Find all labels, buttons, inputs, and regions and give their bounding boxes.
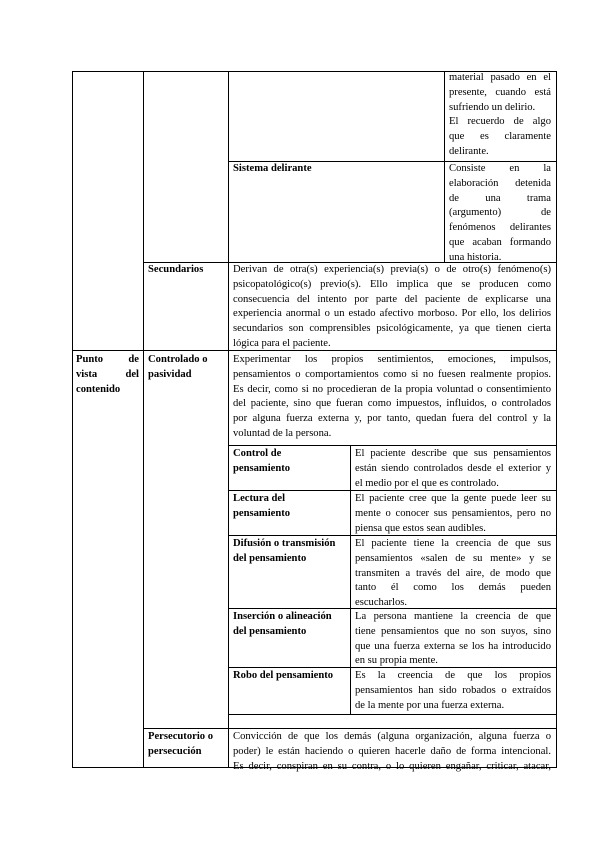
definition-line: Consiste en la [449, 163, 551, 174]
subtable-divider [350, 445, 351, 715]
punto-de-vista-label [76, 353, 139, 397]
definition-line: mente o conocer sus pensamientos, pero no [355, 507, 551, 519]
column-divider-3 [444, 71, 445, 262]
continuation-definition-cell [449, 71, 551, 160]
difusion-pensamiento-definition [355, 537, 551, 611]
column-divider-2 [228, 71, 229, 768]
table-right-border [556, 71, 557, 768]
term-line: Control de [233, 448, 282, 459]
definition-line: lógica para el paciente. [233, 337, 331, 349]
label-line: contenido [76, 383, 121, 395]
label-line: vista del [76, 368, 139, 380]
definition-line: que una fuerza externa se los ha introducido [355, 640, 551, 652]
definition-line: consecuencia del intento por parte del paciente de explicarse una [233, 293, 551, 305]
insercion-pensamiento-term [233, 610, 349, 640]
definition-line: Derivan de otra(s) experiencia(s) previa(s) o de otro(s) fenómeno(s) [233, 264, 551, 275]
row-divider-persecutorio [143, 728, 557, 729]
persecutorio-label [148, 730, 228, 760]
term-line: del pensamiento [233, 625, 307, 637]
definition-line: Es decir, como si no procedieran de la propia voluntad o consentimiento [233, 383, 551, 395]
lectura-pensamiento-definition [355, 492, 551, 536]
control-pensamiento-definition [355, 447, 551, 491]
definition-line: tiene pensamientos que no son suyos, sino [355, 625, 551, 637]
controlado-label [148, 353, 226, 383]
definition-line: experiencia anormal o un estado afectivo morboso. Por ello, los delirios [233, 308, 551, 320]
definition-line: El paciente tiene la creencia de que sus [355, 538, 551, 549]
table-left-border [72, 71, 73, 768]
subtable-bottom-border [228, 714, 556, 715]
label-line: Persecutorio o [148, 731, 214, 742]
definition-line: del paciente, sino que fueran como impuestos, influidos, o controlados [233, 398, 551, 410]
definition-line: por alguna fuerza externa y, por tanto, quedan fuera del control y la [233, 413, 551, 425]
definition-line: en su propia mente. [355, 655, 438, 667]
example-line: El recuerdo de algo [449, 116, 551, 128]
definition-line: Convicción de que los demás (alguna organización, alguna fuerza o [233, 731, 551, 742]
secundarios-definition [233, 263, 551, 352]
insercion-pensamiento-definition [355, 610, 551, 669]
definition-line: sufriendo un delirio. [449, 101, 536, 113]
lectura-pensamiento-term [233, 492, 347, 522]
definition-line: el medio por el que es controlado. [355, 477, 499, 489]
label-line: Controlado o [148, 354, 208, 365]
definition-line: transmiten a través del aire, de modo que [355, 567, 551, 579]
definition-line: elaboración detenida [449, 177, 551, 189]
subtable-top-border [228, 445, 556, 446]
sistema-delirante-term: Sistema delirante [233, 163, 312, 174]
example-line: delirante. [449, 145, 489, 157]
control-pensamiento-term [233, 447, 347, 477]
definition-line: están siendo controlados desde el exterior y [355, 462, 551, 474]
definition-line: presente, cuando está [449, 86, 551, 98]
definition-line: La persona mantiene la creencia de que [355, 611, 551, 622]
definition-line: Es decir, conspiran en su contra, o lo quieren engañar, criticar, atacar, [233, 760, 551, 772]
robo-pensamiento-definition [355, 669, 551, 713]
definition-line: El paciente describe que sus pensamientos [355, 448, 551, 459]
definition-line: Experimentar los propios sentimientos, emociones, impulsos, [233, 354, 551, 365]
term-line: pensamiento [233, 462, 291, 474]
definition-line: El paciente cree que la gente puede leer su [355, 493, 551, 504]
definition-line: psicopatológico(s) previo(s). Ello implica que se producen como [233, 278, 551, 290]
controlado-definition [233, 353, 551, 442]
definition-line: secundarios son comprensibles psicológicamente, ya que tienen cierta [233, 323, 551, 335]
definition-line: fenómenos delirantes [449, 222, 551, 234]
term-line: pensamiento [233, 507, 291, 519]
definition-line: una historia. [449, 251, 502, 263]
definition-line: pensamientos «salen de su mente» y se [355, 552, 551, 564]
definition-line: de una trama [449, 192, 551, 204]
example-line: que es claramente [449, 131, 551, 143]
term-line: del pensamiento [233, 552, 307, 564]
definition-line: pensamientos o comportamientos como si no fuesen realmente propios. [233, 368, 551, 380]
definition-line: Es la creencia de que los propios [355, 670, 551, 681]
term-line: Lectura del [233, 493, 286, 504]
secundarios-label: Secundarios [148, 264, 204, 275]
definition-line: pensamientos han sido robados o extraídos [355, 684, 551, 696]
term-line: Difusión o transmisión [233, 538, 336, 549]
definition-line: voluntad de la persona. [233, 427, 332, 439]
definition-line: tanto él como los demás pueden [355, 582, 551, 594]
label-line: persecución [148, 745, 202, 757]
definition-line: que acaban formando [449, 236, 551, 248]
definition-line: de la mente por una fuerza externa. [355, 699, 505, 711]
definition-line: poder) le están haciendo o quieren hacerle daño de forma intencional. [233, 745, 551, 757]
definition-line: material pasado en el [449, 72, 551, 83]
definition-line: piensa que estos sean audibles. [355, 522, 486, 534]
definition-line: (argumento) de [449, 207, 551, 219]
persecutorio-definition [233, 730, 551, 774]
term-line: Robo del pensamiento [233, 670, 334, 681]
robo-pensamiento-term [233, 669, 349, 684]
definition-line: escucharlos. [355, 597, 408, 609]
difusion-pensamiento-term [233, 537, 349, 567]
sistema-delirante-definition [449, 162, 551, 266]
label-line: pasividad [148, 368, 192, 380]
label-line: Punto de [76, 354, 139, 365]
column-divider-1 [143, 71, 144, 768]
term-line: Inserción o alineación [233, 611, 332, 622]
